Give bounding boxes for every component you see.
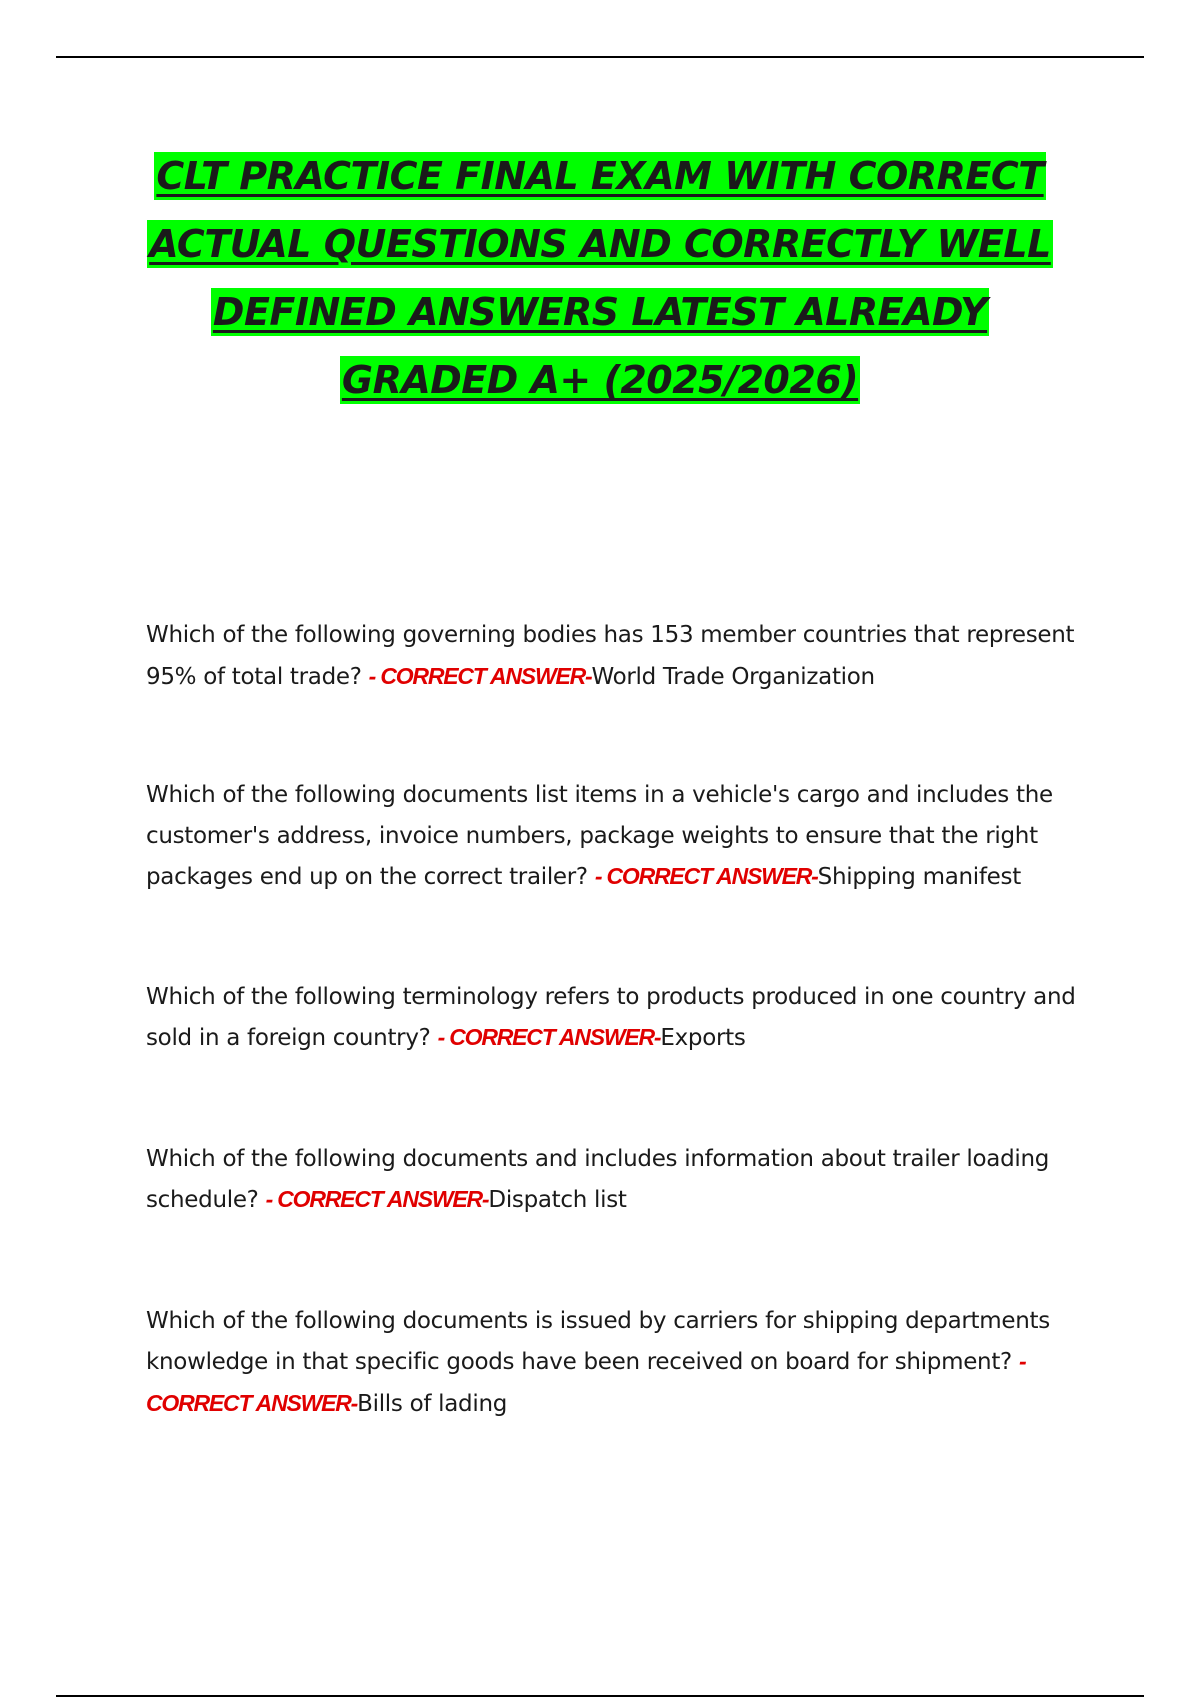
question-text: Which of the following documents and includes information about trailer loading schedule? bbox=[146, 1145, 1050, 1213]
title-highlight: CLT PRACTICE FINAL EXAM WITH CORRECT ACTUAL QUESTIONS AND CORRECTLY WELL DEFINED ANSWERS LATEST ALREADY GRADED A+ (2025/2026) bbox=[149, 154, 1051, 402]
question-text: Which of the following documents list items in a vehicle's cargo and includes the customer's address, invoice numbers, package weights to ensure that the right packages end up on the correct trailer? bbox=[146, 782, 1053, 890]
qa-item bbox=[146, 1139, 1076, 1221]
answer-text: Bills of lading bbox=[357, 1390, 508, 1417]
correct-answer-marker: - CORRECT ANSWER- bbox=[146, 1348, 1026, 1416]
qa-item bbox=[146, 977, 1076, 1059]
question-text: Which of the following terminology refers to products produced in one country and sold in a foreign country? bbox=[146, 983, 1076, 1051]
page-title bbox=[130, 142, 1070, 414]
qa-item bbox=[146, 615, 1076, 697]
qa-item bbox=[146, 775, 1076, 898]
correct-answer-marker: - CORRECT ANSWER- bbox=[437, 1024, 661, 1050]
qa-item bbox=[146, 1301, 1076, 1425]
answer-text: Shipping manifest bbox=[817, 864, 1021, 890]
question-text: Which of the following governing bodies has 153 member countries that represent 95% of total trade? bbox=[146, 622, 1075, 690]
top-rule bbox=[56, 56, 1144, 58]
correct-answer-marker: - CORRECT ANSWER- bbox=[368, 662, 592, 689]
bottom-rule bbox=[56, 1695, 1144, 1697]
answer-text: World Trade Organization bbox=[591, 663, 875, 690]
correct-answer-marker: - CORRECT ANSWER- bbox=[594, 863, 818, 889]
question-text: Which of the following documents is issued by carriers for shipping departments knowledge in that specific goods have been received on board for shipment? bbox=[146, 1307, 1050, 1375]
qa-list bbox=[146, 615, 1076, 1424]
answer-text: Dispatch list bbox=[488, 1187, 627, 1213]
answer-text: Exports bbox=[660, 1025, 746, 1051]
correct-answer-marker: - CORRECT ANSWER- bbox=[265, 1186, 489, 1212]
